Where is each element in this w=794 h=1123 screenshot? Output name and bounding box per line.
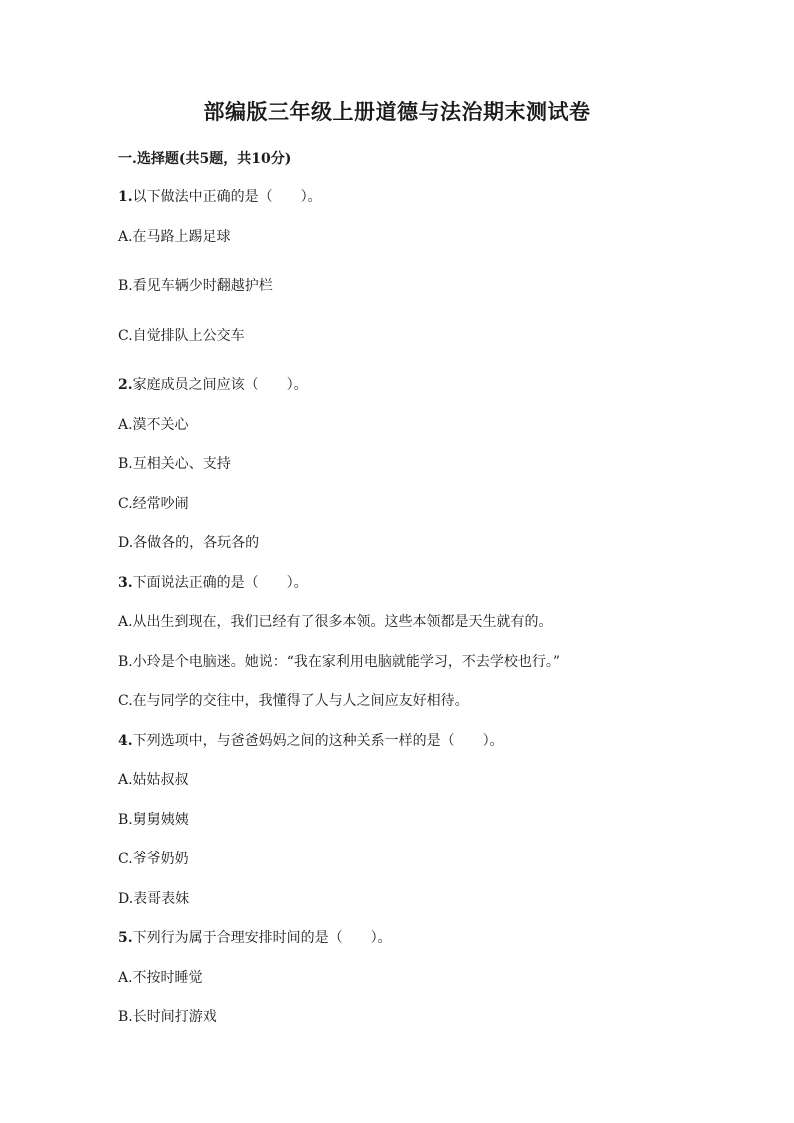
option-5a: A.不按时睡觉	[118, 970, 203, 986]
option-2c: C.经常吵闹	[118, 496, 189, 512]
option-1c: C.自觉排队上公交车	[118, 328, 245, 344]
question-2	[118, 374, 308, 394]
question-3	[118, 572, 308, 592]
question-number: 4.	[118, 733, 133, 749]
option-3b: B.小玲是个电脑迷。她说：“我在家利用电脑就能学习，不去学校也行。”	[118, 654, 561, 670]
option-3c: C.在与同学的交往中，我懂得了人与人之间应友好相待。	[118, 693, 469, 709]
question-number: 3.	[118, 575, 133, 591]
question-number: 5.	[118, 930, 133, 946]
question-stem: 下面说法正确的是（ ）。	[132, 575, 308, 591]
question-1	[118, 186, 322, 206]
question-number: 2.	[118, 377, 133, 393]
section-heading: 一.选择题(共5题，共10分)	[118, 151, 292, 167]
question-5	[118, 927, 392, 947]
question-stem: 以下做法中正确的是（ ）。	[132, 189, 322, 205]
question-stem: 下列选项中，与爸爸妈妈之间的这种关系一样的是（ ）。	[132, 733, 504, 749]
option-1a: A.在马路上踢足球	[118, 229, 231, 245]
option-4d: D.表哥表妹	[118, 891, 190, 907]
option-4c: C.爷爷奶奶	[118, 851, 189, 867]
question-stem: 下列行为属于合理安排时间的是（ ）。	[132, 930, 392, 946]
question-stem: 家庭成员之间应该（ ）。	[132, 377, 308, 393]
question-4	[118, 730, 504, 750]
option-1b: B.看见车辆少时翻越护栏	[118, 278, 273, 294]
option-4a: A.姑姑叔叔	[118, 772, 189, 788]
option-5b: B.长时间打游戏	[118, 1009, 217, 1025]
option-2a: A.漠不关心	[118, 417, 189, 433]
exam-title: 部编版三年级上册道德与法治期末测试卷	[203, 99, 591, 124]
question-number: 1.	[118, 189, 133, 205]
option-2b: B.互相关心、支持	[118, 456, 231, 472]
option-4b: B.舅舅姨姨	[118, 812, 189, 828]
option-2d: D.各做各的，各玩各的	[118, 535, 260, 551]
option-3a: A.从出生到现在，我们已经有了很多本领。这些本领都是天生就有的。	[118, 614, 553, 630]
